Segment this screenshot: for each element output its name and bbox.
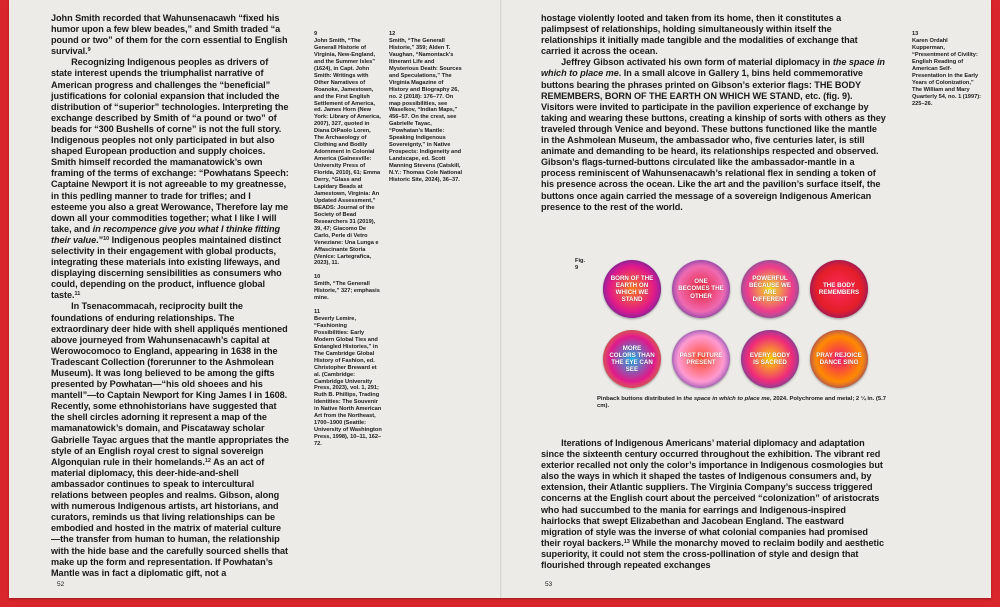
pinback-button [672, 330, 730, 388]
footnote-text: John Smith, “The Generall Historie of Virginia, New-England, and the Summer Isles” (1624), in Capt. John Smith: Writings with Other Narratives of Roanoke, Jamestown, and the First English Settlement of America, ed. James Horn (New York: Library of America, 2007), 327, quoted in Diana DiPaolo Loren, The Archaeology of Clothing and Bodily Adornment in Colonial America (Gainesville: University Press of Florida, 2010), 61; Emma Derry, “Glass and Lapidary Beads at Jamestown, Virginia: An Updated Assessment,” BEADS: Journal of the Society of Bead Researchers 31 (2019), 39, 47; Giacomo De Carlo, Perle di Vetro Veneziane: Una Lunga e Affascinante Storia (Venice: Lartegrafica, 2023), 11. [314, 37, 381, 267]
figure-caption [597, 396, 897, 411]
footnote-number: 13 [912, 31, 919, 37]
footnote-number: 10 [314, 274, 321, 281]
paragraph [541, 13, 886, 57]
text-run: Recognizing Indigenous peoples as drivers of state interest upends the triumphalist narrative of American progress and challenges the “beneficial” justifications for colonial expansion that included the distribution of “superior” technologies. Interpreting the exchange described by Smith of “a pound or two” of beads for “300 Bushells of corne” is not the full story. Indigenous peoples not only participated in but also shaped European production and supply choices. Smith himself recorded the mamanatowick’s own framing of the terms of exchange: “Powhatans Speech: Captaine Newport it is not agreeable to my greatnesse, in this pedling manner to trade for trifles; and I esteeme you also a great Werowance, Therefore lay me down all your commodities together; what I like I will take, and [51, 57, 289, 234]
text-run: John Smith recorded that Wahunsenacawh “fixed his humor upon a few blew beades,” and Smith traded “a pound or two” of them for the corn essential to English survival. [51, 13, 288, 57]
caption-suffix: , 2024. Polychrome and metal; 2 ¼ in. (5.7 cm). [597, 396, 887, 410]
text-run: . In a small alcove in Gallery 1, bins held commemorative buttons bearing the phrases printed on Gibson’s exterior flags: THE BODY REMEMBERS, BORN OF THE EARTH ON WHICH WE STAND, etc. (fig. 9). Visitors were invited to participate in the pavilion experience of exchange by taking and wearing these buttons, creating a kinship of sorts with others as they traveled through Venice and beyond. These buttons functioned like the mantle in the Ashmolean Museum, the ambassador who, five centuries later, is still animate and demanding to be heard, its relationships respected and observed. Gibson’s flags-turned-buttons circulated like the ambassador-mantle in a process reminiscent of Wahunsenacawh’s relational flex in sending a token of his presence across the ocean. Like the art and the pavilion’s surface itself, the buttons once again carried the message of a sovereign Indigenous American presence to the rest of the world. [541, 68, 886, 212]
footnotes-column-2 [389, 31, 463, 191]
footnote [912, 31, 982, 107]
footnote [389, 31, 463, 184]
pinback-button [810, 260, 868, 318]
pinback-button-text: ONE BECOMES THE OTHER [678, 278, 724, 300]
italic-run: the space in which to place me [541, 57, 885, 79]
book-gutter [500, 0, 502, 598]
text-run: Iterations of Indigenous Americans’ material diplomacy and adaptation since the sixteenth century occurred throughout the exhibition. The vibrant red exterior recalled not only the color’s importance in Indigenous cosmologies but also the ways in which it shaped the tastes of Indigenous consumers and, by extension, their Atlantic suppliers. The Virginia Company’s success triggered concerns at the English court about the perceived “colonization” of aristocrats who had succumbed to the mania for earrings and Indigenous-inspired hairlocks that swept Elizabethan and Jacobean England. The eastward migration of style was the inverse of what colonial companies had promised their royal backers. [541, 438, 883, 548]
text-run: hostage violently looted and taken from its home, then it constitutes a palimpsest of relationships, holding simultaneously within itself the relationships it initially made tangible and the modalities of exchange that carried it across the ocean. [541, 13, 858, 57]
footnote-number: 9 [314, 31, 318, 37]
pinback-button-text: THE BODY REMEMBERS [818, 281, 860, 296]
left-page-body-text [51, 13, 289, 579]
caption-italic-title: the space in which to place me [683, 396, 770, 402]
pinback-button [603, 260, 661, 318]
footnote-text: Beverly Lemire, “Fashioning Possibilities: Early Modern Global Ties and Entangled Histories,” in The Cambridge Global History of Fashion, ed. Christopher Breward et al. (Cambridge: Cambridge University Press, 2023), vol. 1, 291; Ruth B. Phillips, Trading Identities: The Souvenir in Native North American Art from the Northeast, 1700–1900 (Seattle: University of Washington Press, 1998), 10–11, 162–72. [314, 315, 382, 448]
pinback-button-text: POWERFUL BECAUSE WE ARE DIFFERENT [749, 274, 791, 304]
paragraph [541, 438, 886, 571]
text-run: Indigenous peoples maintained distinct selectivity in their engagement with global products, integrating these materials into existing lifeways, and displaying discerning sensibilities as consumers who could, depending on the product, influence global taste. [51, 234, 282, 301]
footnotes-column-3 [912, 31, 982, 114]
paragraph [541, 57, 886, 212]
footnote-number: 11 [314, 309, 320, 315]
text-run: In Tsenacommacah, reciprocity built the foundations of enduring relationships. The extraordinary deer hide with shell appliqués mentioned above journeyed from Wahunsenacawh’s capital at Werowocomoco to England, appearing in 1638 in the Tradescant Collection (forerunner to the Ashmolean Museum). It was long believed to be among the gifts presented by Powhatan—“his old shoees and his mantell”—to Captain Newport for King James I in 1608. Recently, some ethnohistorians have suggested that the shell circles adorning it represent a map of the mamanatowick’s domain, and Piscataway scholar Gabrielle Tayac argues that the mantle appropriates the style of an English royal crest to signal sovereign Algonquian rule in their homelands. [51, 301, 289, 467]
footnote-ref: 11 [74, 291, 81, 298]
right-page-bottom-text [541, 438, 886, 571]
footnote-ref: 9 [87, 47, 91, 54]
pinback-button-text: EVERY BODY IS SACRED [749, 351, 791, 366]
pinback-button-text: PRAY REJOICE DANCE SING [816, 351, 862, 366]
text-run: As an act of material diplomacy, this deer-hide-and-shell ambassador continues to speak to intercultural relations between peoples and realms. Gibson, along with numerous Indigenous artists, art historians, and curators, reminds us that living relationships can be embodied and hosted in the matrix of material culture—the transfer from human to human, the relationship with the hide base and the carefully sourced shells that make up the form and representation. If Powhatan’s Mantle was in fact a diplomatic gift, not a [51, 456, 289, 578]
footnote-text: Karen Ordahl Kupperman, “Presentment of Civility: English Reading of American Self-Presentation in the Early Years of Colonization,” The William and Mary Quarterly 54, no. 1 (1997): 225–26. [912, 37, 981, 107]
pinback-button [603, 330, 661, 388]
footnote [314, 31, 382, 267]
text-run: Jeffrey Gibson activated his own form of material diplomacy in [561, 57, 833, 68]
paragraph [51, 13, 289, 57]
pinback-button [810, 330, 868, 388]
text-run: .” [96, 234, 104, 245]
footnotes-column-1 [314, 31, 382, 455]
footnote-text: Smith, “The Generall Historie,” 359; Alden T. Vaughan, “Namontack’s Itinerant Life and Mysterious Death: Sources and Speculations,” The Virginia Magazine of History and Biography 26, no. 2 (2018): 176–77. On map possibilities, see Waselkov, “Indian Maps,” 456–57. On the crest, see Gabrielle Tayac, “Powhatan’s Mantle: Speaking Indigenous Sovereignty,” in Native Prospects: Indigeneity and Landscape, ed. Scott Manning Stevens (Catskill, N.Y.: Thomas Cole National Historic Site, 2024), 36–37. [389, 37, 463, 184]
right-page-top-text [541, 13, 886, 213]
footnote-ref: 12 [204, 457, 211, 464]
caption-prefix: Pinback buttons distributed in [597, 396, 684, 402]
book-spread [9, 0, 991, 598]
figure-label: Fig. 9 [575, 258, 586, 271]
page-number-right: 53 [545, 581, 553, 588]
pinback-button-text: PAST FUTURE PRESENT [679, 351, 723, 366]
page-number-left: 52 [57, 581, 65, 588]
pinback-button-text: MORE COLORS THAN THE EYE CAN SEE [609, 344, 655, 374]
paragraph [51, 57, 289, 301]
text-run: While the monarchy moved to reclaim bodily and aesthetic superiority, it could not stem the cross-pollination of style and design that flourished through repeated exchanges [541, 537, 884, 571]
pinback-button [741, 330, 799, 388]
footnote-ref: 10 [103, 235, 110, 242]
pinback-buttons-figure [597, 258, 887, 390]
pinback-button [741, 260, 799, 318]
pinback-button [672, 260, 730, 318]
footnote [314, 309, 382, 448]
paragraph [51, 301, 289, 578]
italic-run: in recompence give you what I thinke fitting their value [51, 223, 281, 245]
pinback-button-text: BORN OF THE EARTH ON WHICH WE STAND [610, 274, 654, 304]
footnote-number: 12 [389, 31, 396, 37]
footnote-ref: 13 [623, 538, 630, 545]
footnote [314, 274, 382, 302]
footnote-text: Smith, “The Generall Historie,” 327; emphasis mine. [314, 281, 380, 302]
